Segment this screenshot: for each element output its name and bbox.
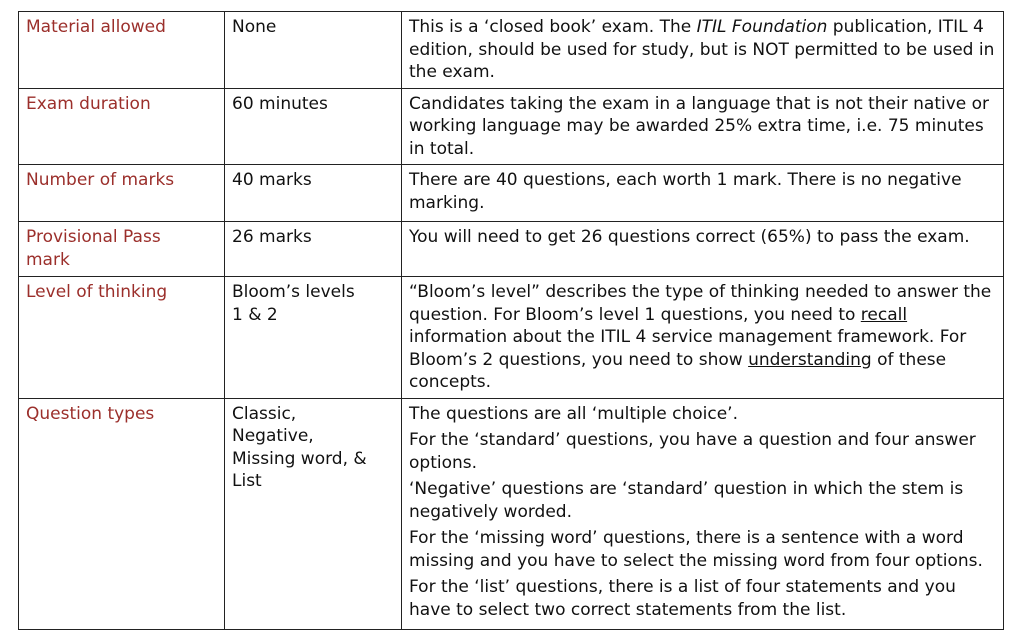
table-row-number-of-marks [19, 165, 1004, 222]
paragraph: For the ‘missing word’ questions, there is a sentence with a word missing and you have to select the missing word from four options. [409, 528, 983, 571]
row-description [402, 12, 1004, 89]
paragraph: ‘Negative’ questions are ‘standard’ question in which the stem is negatively worded. [409, 479, 964, 522]
row-value: None [225, 12, 402, 89]
paragraph: For the ‘list’ questions, there is a list of four statements and you have to select two correct statements from the list. [409, 577, 956, 620]
desc-text: information about the ITIL 4 service management framework. For Bloom’s 2 questions, you need to show [409, 327, 967, 370]
row-value: 40 marks [225, 165, 402, 222]
row-description: There are 40 questions, each worth 1 mark. There is no negative marking. [402, 165, 1004, 222]
desc-text: publication, ITIL 4 edition, should be used for study, but is NOT permitted to be used in the exam. [409, 17, 995, 82]
underlined-term-understanding: understanding [748, 349, 872, 370]
desc-text: This is a ‘closed book’ exam. The [409, 17, 697, 37]
publication-title: ITIL Foundation [696, 17, 828, 37]
table-row-exam-duration [19, 88, 1004, 165]
row-description: Candidates taking the exam in a language that is not their native or working language may be awarded 25% extra time, i.e. 75 minutes in total. [402, 88, 1004, 165]
row-label: Provisional Pass mark [19, 222, 225, 277]
row-label: Question types [19, 398, 225, 629]
paragraph: For the ‘standard’ questions, you have a question and four answer options. [409, 430, 976, 473]
table-row-question-types [19, 398, 1004, 629]
paragraph: The questions are all ‘multiple choice’. [409, 403, 738, 424]
desc-text: “Bloom’s level” describes the type of thinking needed to answer the question. For Bloom’s level 1 questions, you need to [409, 282, 992, 325]
row-value: Bloom’s levels 1 & 2 [225, 277, 402, 399]
underlined-term-recall: recall [860, 304, 908, 325]
row-label: Exam duration [19, 88, 225, 165]
row-label: Material allowed [19, 12, 225, 89]
exam-details-table [18, 11, 1004, 630]
row-label: Number of marks [19, 165, 225, 222]
row-value: 60 minutes [225, 88, 402, 165]
table-row-material-allowed [19, 12, 1004, 89]
row-description [402, 398, 1004, 629]
table-row-pass-mark [19, 222, 1004, 277]
row-description: You will need to get 26 questions correct (65%) to pass the exam. [402, 222, 1004, 277]
row-value: Classic, Negative, Missing word, & List [225, 398, 402, 629]
row-description [402, 277, 1004, 399]
row-label: Level of thinking [19, 277, 225, 399]
desc-text: of these concepts. [409, 349, 947, 392]
row-value: 26 marks [225, 222, 402, 277]
table-row-level-of-thinking [19, 277, 1004, 399]
